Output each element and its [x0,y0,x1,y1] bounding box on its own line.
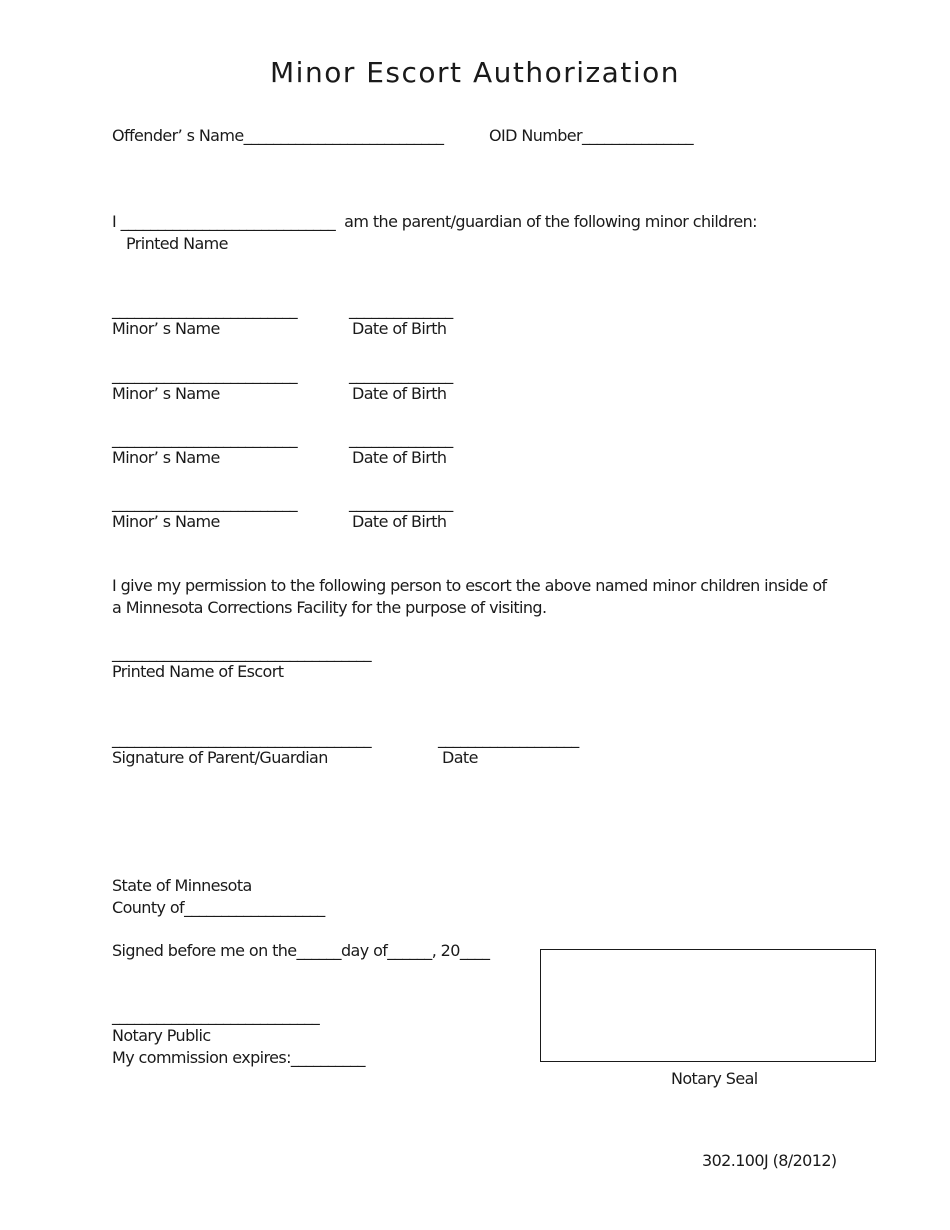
minor-name-label: Minor’ s Name [112,384,220,403]
signature-date-label: Date [442,748,478,767]
escort-name-blank[interactable]: ___________________________________ [112,643,372,662]
oid-number-field[interactable]: OID Number_______________ [489,126,693,145]
minor-dob-label: Date of Birth [352,512,447,531]
minor-dob-label: Date of Birth [352,319,447,338]
form-number: 302.100J (8/2012) [702,1151,837,1170]
notary-seal-box [540,949,876,1062]
permission-text-line-2: a Minnesota Corrections Facility for the purpose of visiting. [112,598,547,617]
minor-dob-blank[interactable]: ______________ [349,300,453,319]
signed-before-field[interactable]: Signed before me on the______day of______, 20____ [112,941,490,960]
minor-name-label: Minor’ s Name [112,448,220,467]
minor-dob-blank[interactable]: ______________ [349,493,453,512]
commission-expires-field[interactable]: My commission expires:__________ [112,1048,365,1067]
minor-dob-blank[interactable]: ______________ [349,429,453,448]
permission-text-line-1: I give my permission to the following person to escort the above named minor children inside of [112,576,827,595]
offender-name-field[interactable]: Offender’ s Name___________________________ [112,126,444,145]
state-label: State of Minnesota [112,876,252,895]
notary-seal-label: Notary Seal [671,1069,758,1088]
minor-name-blank[interactable]: _________________________ [112,493,298,512]
minor-name-blank[interactable]: _________________________ [112,365,298,384]
form-title: Minor Escort Authorization [270,56,680,89]
minor-dob-label: Date of Birth [352,384,447,403]
minor-name-blank[interactable]: _________________________ [112,300,298,319]
guardian-statement-field[interactable]: I _____________________________ am the parent/guardian of the following minor children: [112,212,757,231]
minor-name-blank[interactable]: _________________________ [112,429,298,448]
signature-label: Signature of Parent/Guardian [112,748,328,767]
minor-dob-label: Date of Birth [352,448,447,467]
minor-name-label: Minor’ s Name [112,512,220,531]
escort-name-label: Printed Name of Escort [112,662,284,681]
signature-date-blank[interactable]: ___________________ [438,729,579,748]
notary-public-label: Notary Public [112,1026,211,1045]
minor-name-label: Minor’ s Name [112,319,220,338]
signature-blank[interactable]: ___________________________________ [112,729,372,748]
minor-dob-blank[interactable]: ______________ [349,365,453,384]
county-field[interactable]: County of___________________ [112,898,325,917]
notary-public-blank[interactable]: ____________________________ [112,1006,320,1025]
printed-name-label: Printed Name [126,234,228,253]
